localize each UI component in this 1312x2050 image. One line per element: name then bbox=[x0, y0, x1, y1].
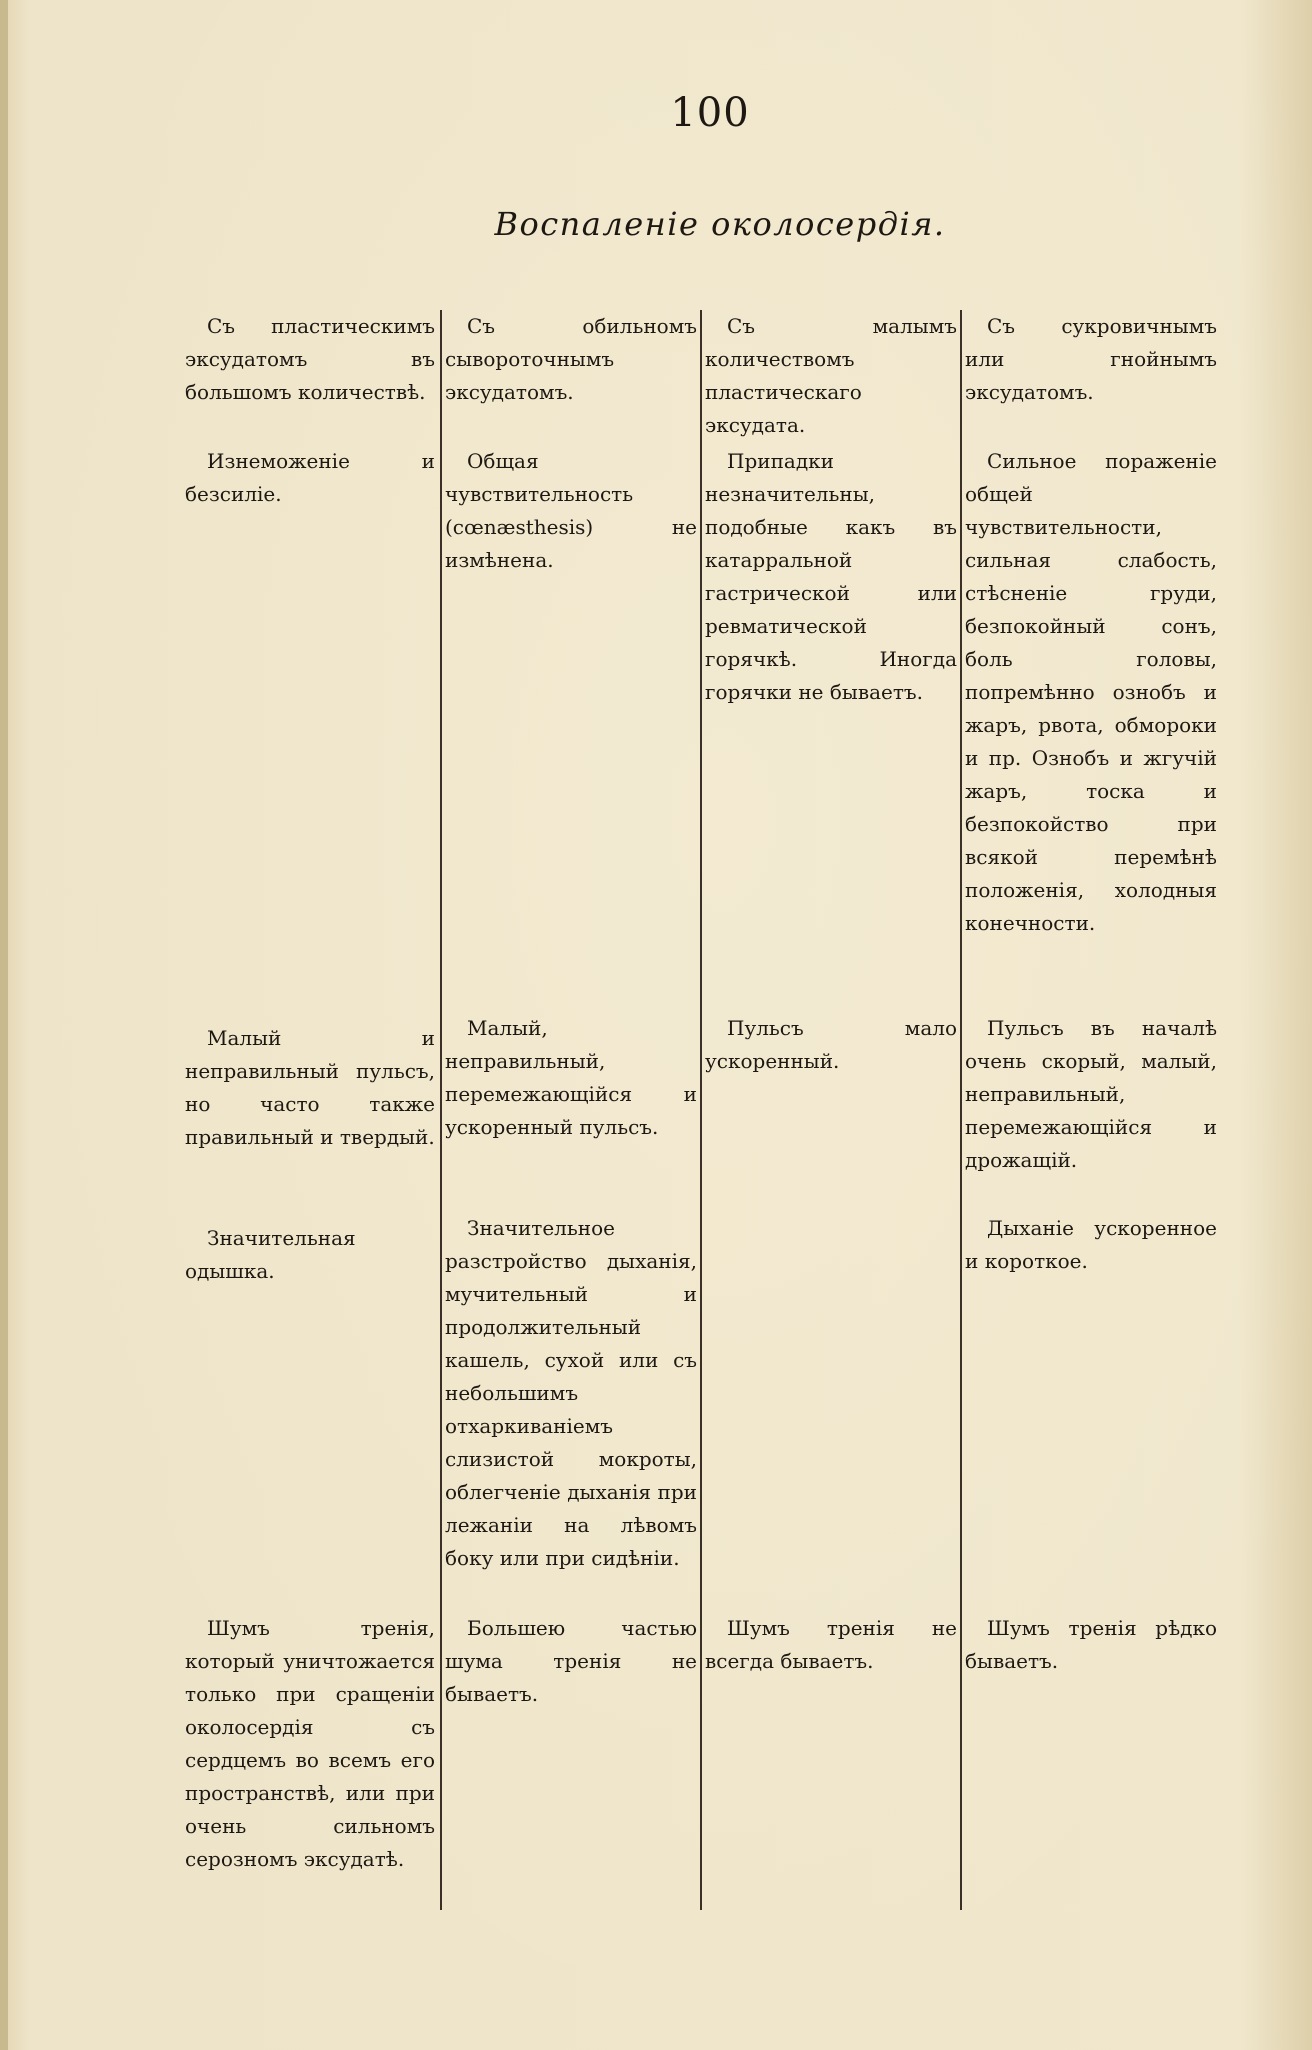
page-edge bbox=[0, 0, 8, 2050]
general-symptoms-cell: Сильное пораженіе общей чувствительности, сильная слабость, стѣсненіе груди, безпокойный сонъ, боль головы, попремѣнно ознобъ и жаръ, рвота, обмороки и пр. Ознобъ и жгучій жаръ, тоска и безпокойство при всякой перемѣнѣ положенія, холодныя конечности. bbox=[965, 449, 1217, 935]
breathing-cell: Дыханіе ускоренное и короткое. bbox=[965, 1216, 1217, 1273]
friction-cell: Шумъ тренія рѣдко бываетъ. bbox=[965, 1616, 1217, 1673]
breathing-cell: Значительное разстройство дыханія, мучительный и продолжительный кашель, сухой или съ небольшимъ отхаркиваніемъ слизистой мокроты, облегченіе дыханія при лежаніи на лѣвомъ боку или при сидѣніи. bbox=[445, 1216, 697, 1570]
pulse-cell: Пульсъ въ началѣ очень скорый, малый, неправильный, перемежающійся и дрожащій. bbox=[965, 1016, 1217, 1172]
column-heading: Съ обильномъ сывороточнымъ эксудатомъ. bbox=[445, 314, 697, 404]
friction-cell: Шумъ тренія, который уничтожается только при сращеніи околосердія съ сердцемъ во всемъ его пространствѣ, или при очень сильномъ серозномъ эксудатѣ. bbox=[185, 1616, 435, 1871]
breathing-cell: Значительная одышка. bbox=[185, 1226, 356, 1283]
column-divider bbox=[960, 310, 962, 1910]
page-title: Воспаленіе околосердія. bbox=[494, 205, 946, 243]
general-symptoms-cell: Припадки незначительны, подобные какъ въ катарральной гастрической или ревматической горячкѣ. Иногда горячки не бываетъ. bbox=[705, 449, 957, 704]
column-heading: Съ пластическимъ эксудатомъ въ большомъ количествѣ. bbox=[185, 314, 435, 404]
column-heading: Съ малымъ количествомъ пластическаго эксудата. bbox=[705, 314, 957, 437]
column-divider bbox=[700, 310, 702, 1910]
page-number: 100 bbox=[670, 90, 750, 136]
column-heading: Съ сукровичнымъ или гнойнымъ эксудатомъ. bbox=[965, 314, 1217, 404]
friction-cell: Большею частью шума тренія не бываетъ. bbox=[445, 1616, 697, 1706]
general-symptoms-cell: Изнеможеніе и безсиліе. bbox=[185, 449, 435, 506]
column-divider bbox=[440, 310, 442, 1910]
friction-cell: Шумъ тренія не всегда бываетъ. bbox=[705, 1616, 957, 1673]
pulse-cell: Малый и неправильный пульсъ, но часто также правильный и твердый. bbox=[185, 1026, 435, 1149]
pulse-cell: Пульсъ мало ускоренный. bbox=[705, 1016, 957, 1073]
pulse-cell: Малый, неправильный, перемежающійся и ускоренный пульсъ. bbox=[445, 1016, 697, 1139]
general-symptoms-cell: Общая чувствительность (cœnæsthesis) не измѣнена. bbox=[445, 449, 697, 572]
